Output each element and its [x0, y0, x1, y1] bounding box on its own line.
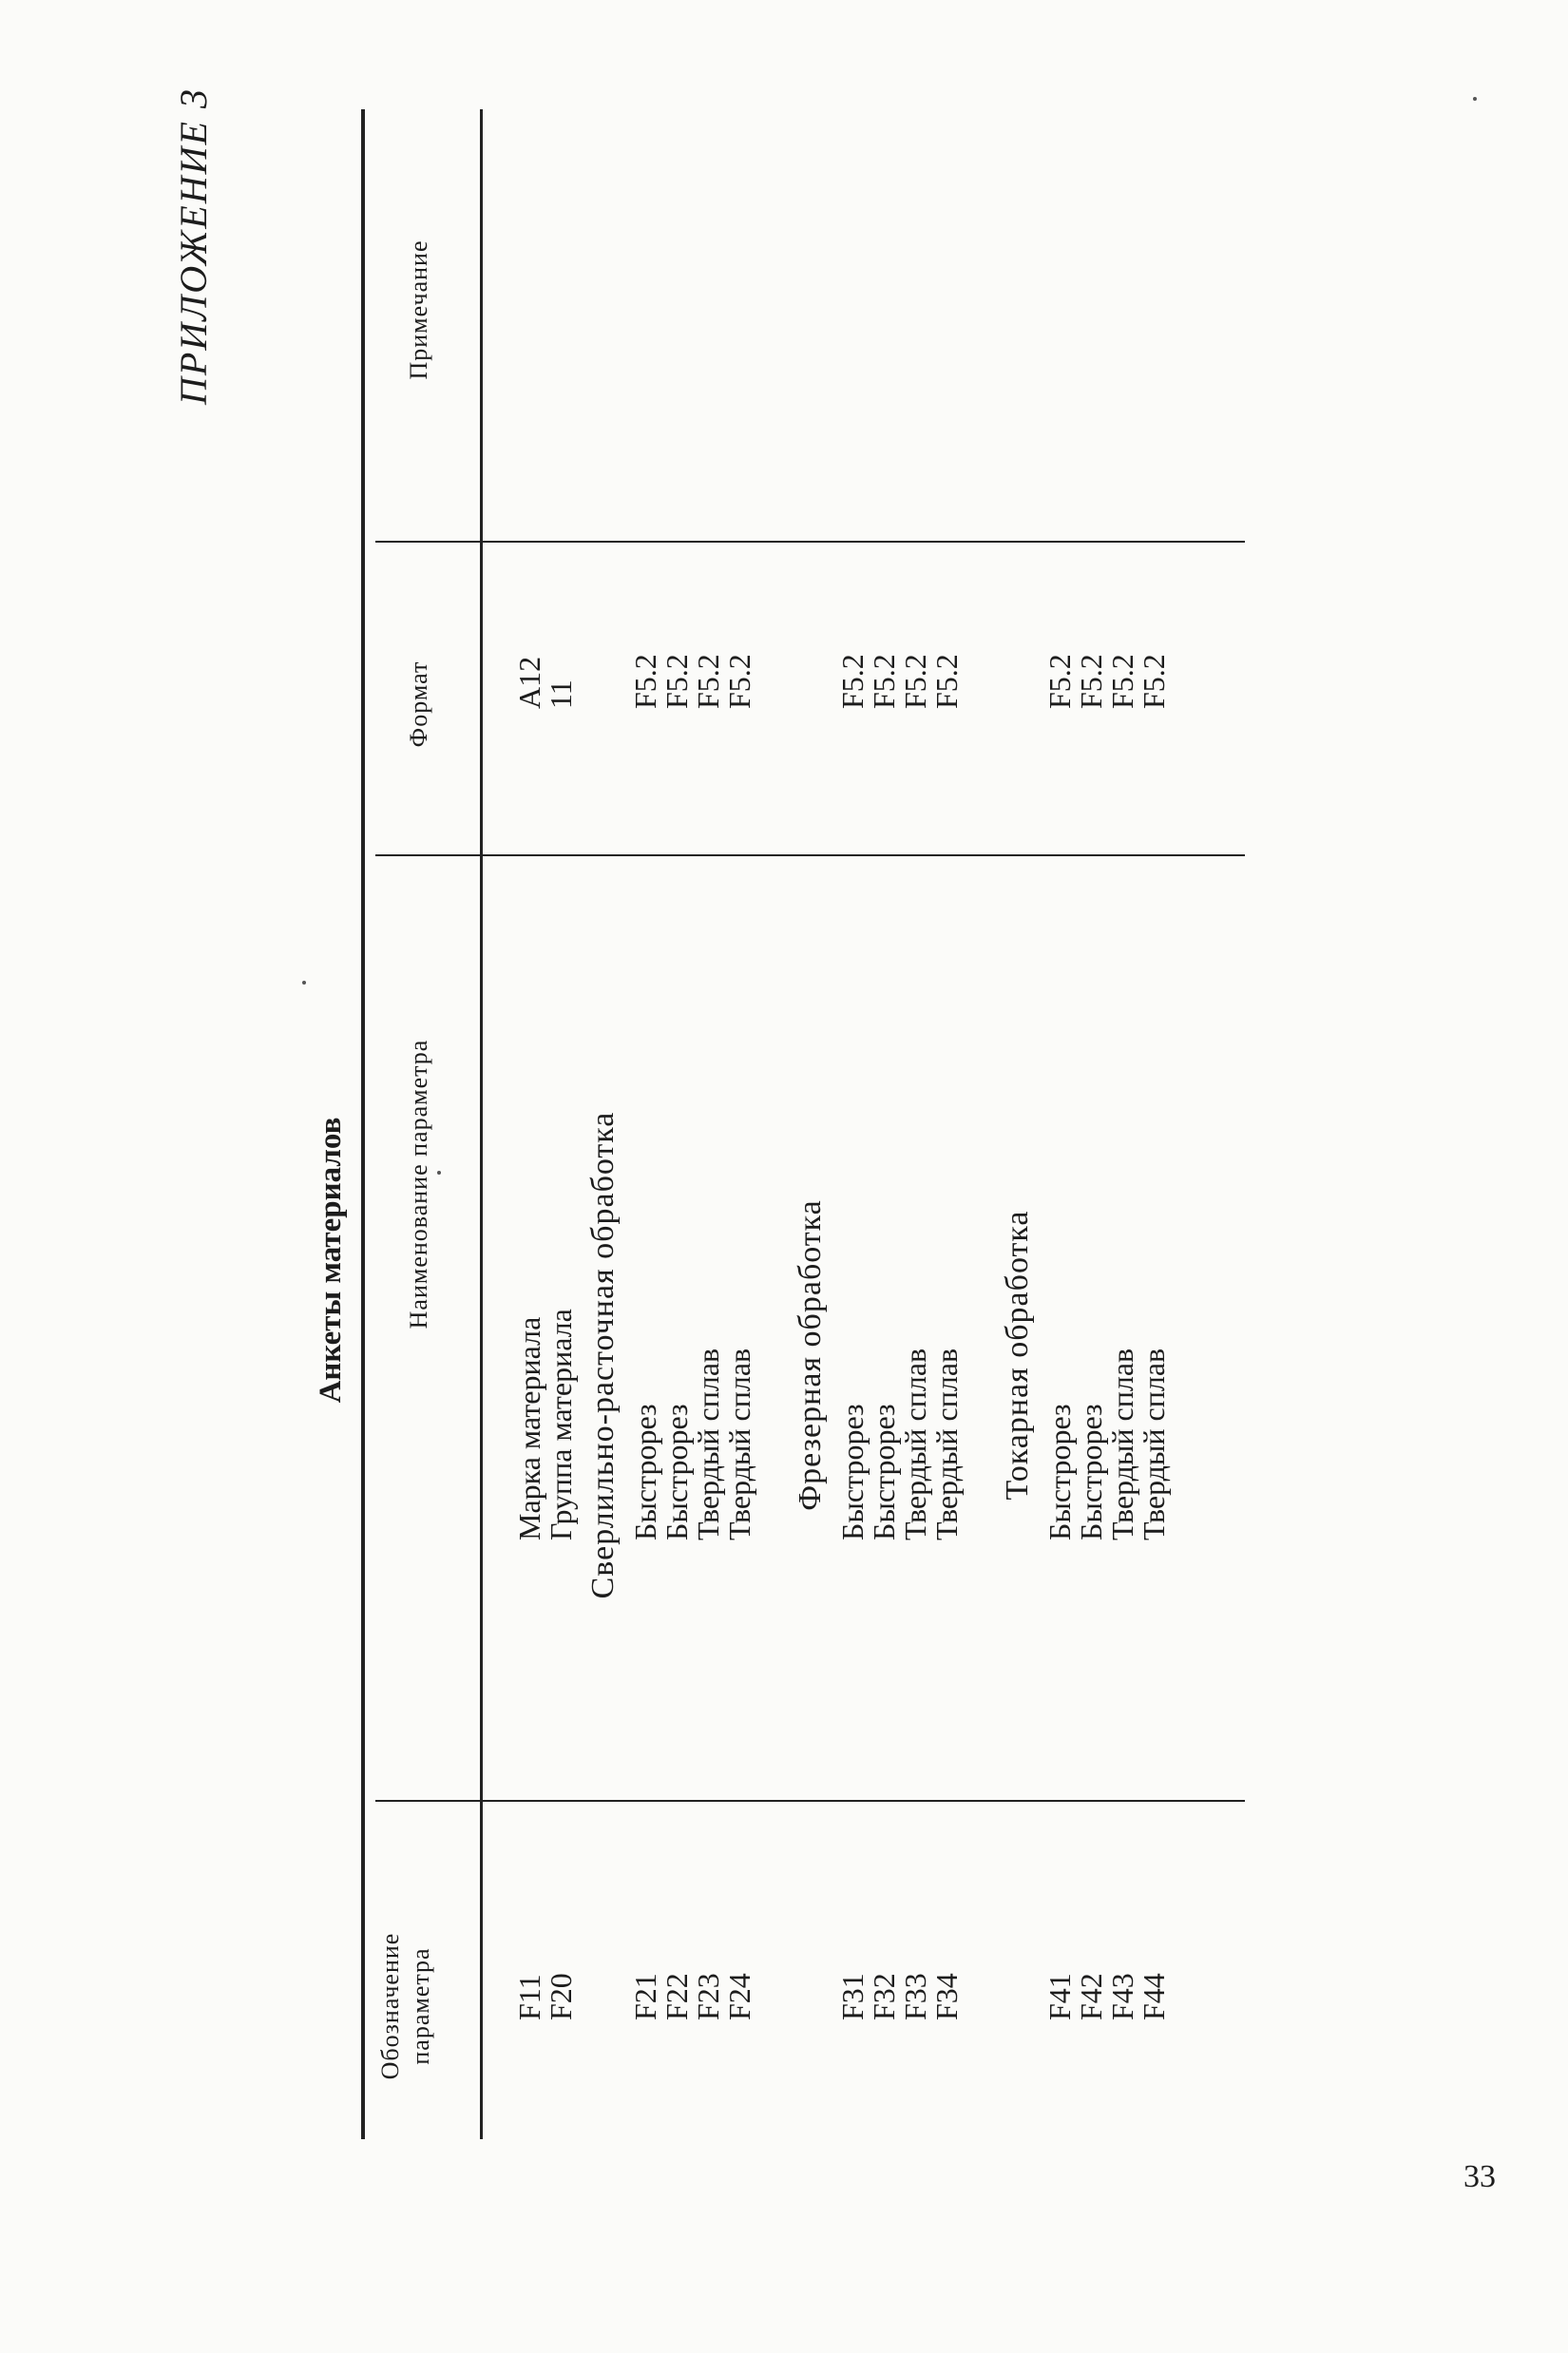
param-format: F5.2 [898, 654, 932, 709]
param-name: Твердый сплав [898, 1348, 932, 1540]
param-format: F5.2 [835, 654, 870, 709]
param-code: F43 [1105, 1973, 1139, 2020]
column-divider-2 [375, 854, 1245, 856]
param-code: F32 [867, 1973, 901, 2020]
param-format: F5.2 [867, 654, 901, 709]
table-top-rule [361, 109, 365, 2139]
section-title: Сверлильно-расточная обработка [585, 1111, 621, 1599]
param-name: Марка материала [512, 1316, 546, 1540]
param-format: F5.2 [1074, 654, 1108, 709]
param-code: F31 [835, 1973, 870, 2020]
param-name: Быстрорез [1042, 1404, 1077, 1540]
header-format: Формат [405, 660, 432, 748]
column-divider-1 [375, 1800, 1245, 1802]
section-title: Фрезерная обработка [793, 1199, 828, 1511]
param-name: Быстрорез [835, 1404, 870, 1540]
param-code: F22 [660, 1973, 694, 2020]
header-note: Примечание [405, 239, 432, 380]
section-title: Токарная обработка [1000, 1210, 1035, 1501]
param-name: Группа материала [544, 1309, 578, 1540]
param-code: F20 [544, 1973, 578, 2020]
table-title: Анкеты материалов [314, 1117, 348, 1404]
param-name: Быстрорез [628, 1404, 662, 1540]
param-code: F44 [1137, 1973, 1171, 2020]
param-name: Твердый сплав [722, 1348, 756, 1540]
param-code: F42 [1074, 1973, 1108, 2020]
speck [302, 981, 306, 985]
param-format: F5.2 [691, 654, 725, 709]
param-code: F23 [691, 1973, 725, 2020]
param-format: F5.2 [1137, 654, 1171, 709]
header-code: Обозначение параметра [376, 1932, 434, 2080]
param-code: F21 [628, 1973, 662, 2020]
param-name: Твердый сплав [691, 1348, 725, 1540]
speck [1473, 97, 1477, 101]
column-divider-3 [375, 541, 1245, 543]
param-name: Быстрорез [867, 1404, 901, 1540]
header-name: Наименование параметра [405, 1039, 432, 1330]
param-code: F34 [929, 1973, 964, 2020]
param-code: F24 [722, 1973, 756, 2020]
param-format: F5.2 [1105, 654, 1139, 709]
speck [437, 1171, 441, 1175]
param-format: F5.2 [929, 654, 964, 709]
param-name: Быстрорез [1074, 1404, 1108, 1540]
param-format: F5.2 [660, 654, 694, 709]
param-name: Твердый сплав [1137, 1348, 1171, 1540]
param-format: 11 [544, 679, 578, 709]
param-format: F5.2 [722, 654, 756, 709]
param-name: Твердый сплав [1105, 1348, 1139, 1540]
param-code: F41 [1042, 1973, 1077, 2020]
param-format: F5.2 [1042, 654, 1077, 709]
table-header-rule [480, 109, 483, 2139]
appendix-label: ПРИЛОЖЕНИЕ 3 [172, 87, 215, 405]
param-code: F11 [512, 1974, 546, 2020]
param-name: Быстрорез [660, 1404, 694, 1540]
param-name: Твердый сплав [929, 1348, 964, 1540]
param-format: A12 [512, 656, 546, 709]
param-code: F33 [898, 1973, 932, 2020]
param-format: F5.2 [628, 654, 662, 709]
page-number: 33 [1463, 2159, 1496, 2194]
